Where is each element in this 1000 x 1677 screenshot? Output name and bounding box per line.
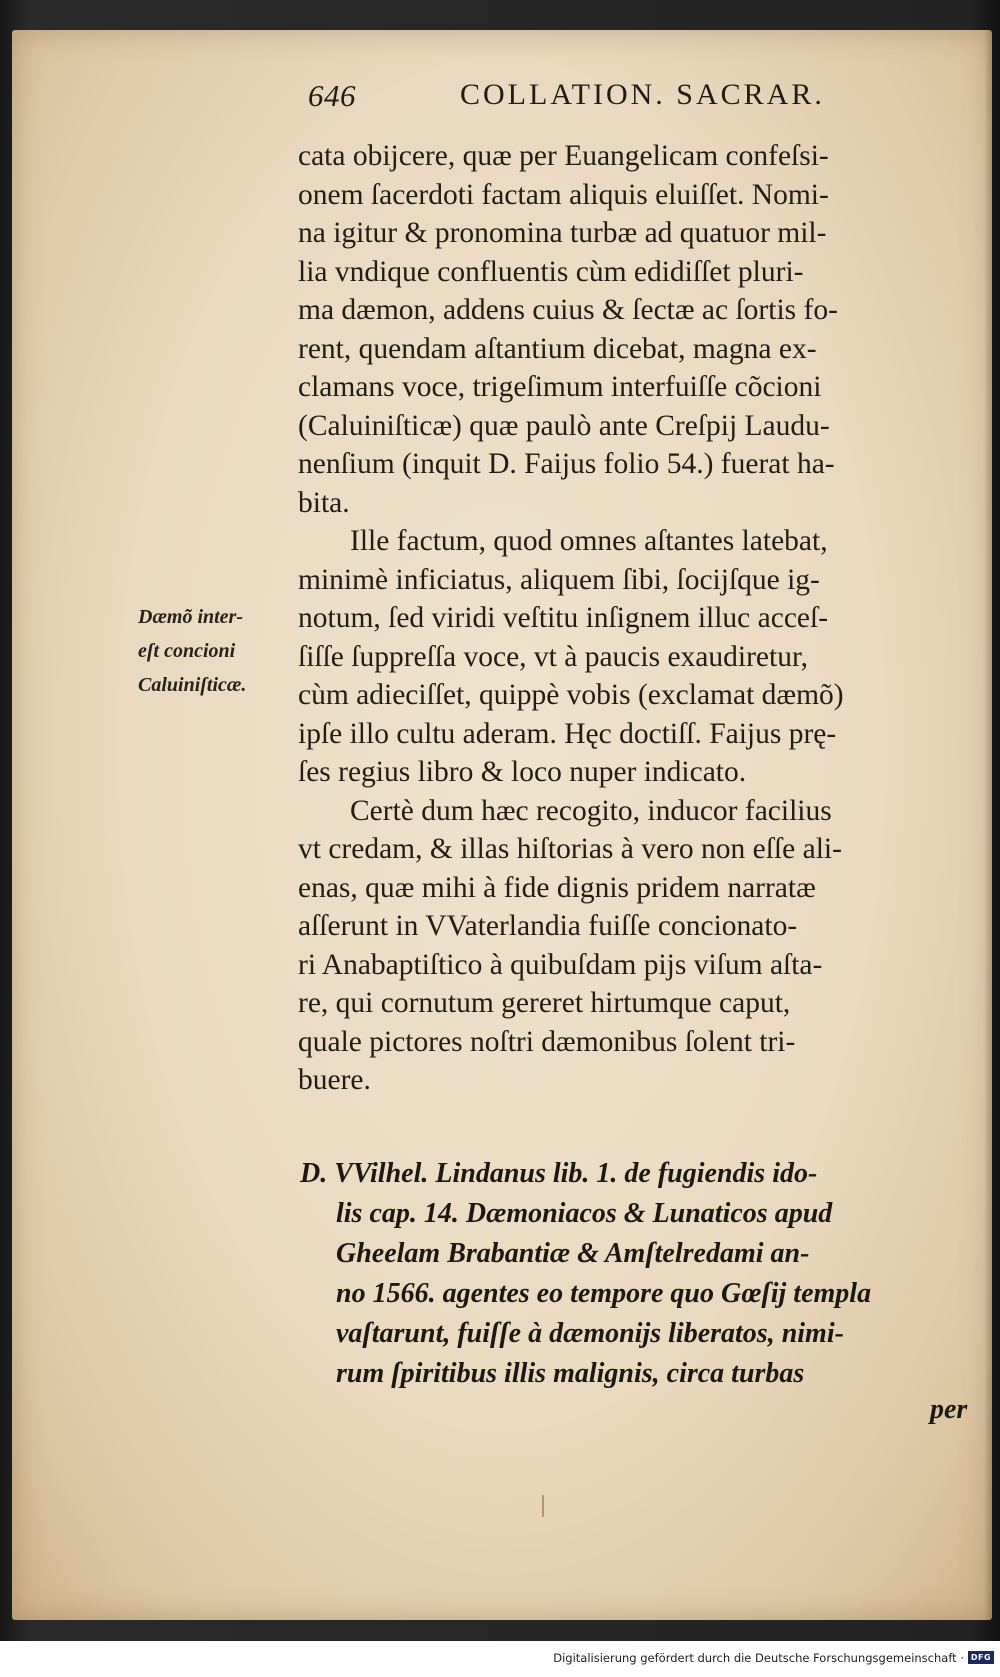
citation-line: vaſtarunt, fuiſſe à dæmonijs liberatos, nimi- [336, 1318, 844, 1349]
body-text [298, 137, 978, 1100]
body-line: cata obijcere, quæ per Euangelicam confeſsi- [298, 140, 829, 172]
marginal-note-line: eſt concioni [138, 640, 236, 662]
paragraph-start-line: Ille factum, quod omnes aſtantes latebat, [350, 525, 828, 557]
citation-line: lis cap. 14. Dæmoniacos & Lunaticos apud [336, 1198, 833, 1229]
body-line: re, qui cornutum gereret hirtumque caput, [298, 987, 791, 1019]
body-line: ſes regius libro & loco nuper indicato. [298, 756, 747, 788]
footer-credit: Digitalisierung gefördert durch die Deutsche Forschungsgemeinschaft · [553, 1651, 964, 1665]
dfg-logo-icon: DFG [968, 1651, 994, 1664]
footer-bar [0, 1641, 1000, 1677]
body-line: lia vndique confluentis cùm edidiſſet pluri- [298, 255, 804, 288]
citation-line: no 1566. agentes eo tempore quo Gœſij templa [336, 1278, 872, 1309]
body-line: notum, ſed viridi veſtitu inſignem illuc acceſ- [298, 602, 829, 634]
marginal-note [138, 600, 298, 702]
citation-line: rum ſpiritibus illis malignis, circa turbas [336, 1358, 805, 1389]
body-line: buere. [298, 1064, 371, 1096]
body-line: ſiſſe ſuppreſſa voce, vt à paucis exaudiretur, [298, 640, 808, 673]
ink-mark [542, 1495, 544, 1517]
citation-line: D. VVilhel. Lindanus lib. 1. de fugiendis ido- [300, 1158, 818, 1189]
body-line: rent, quendam aſtantium dicebat, magna ex- [298, 332, 817, 365]
citation-line: Gheelam Brabantiæ & Amſtelredami an- [336, 1238, 810, 1269]
body-line: enas, quæ mihi à fide dignis pridem narratæ [298, 871, 816, 904]
catchword: per [930, 1394, 968, 1425]
body-line: cùm adieciſſet, quippè vobis (exclamat dæmõ) [298, 679, 844, 711]
body-line: bita. [298, 486, 350, 519]
running-head [308, 78, 928, 128]
marginal-note-line: Dæmõ inter- [138, 606, 243, 628]
citation-block [300, 1154, 990, 1394]
body-line: quale pictores noſtri dæmonibus ſolent tri- [298, 1025, 796, 1058]
body-line: (Caluiniſticæ) quæ paulò ante Creſpij Laudu- [298, 409, 830, 442]
marginal-note-line: Caluiniſticæ. [138, 674, 247, 696]
body-line: minimè inficiatus, aliquem ſibi, ſocijſque ig- [298, 563, 820, 596]
body-line: clamans voce, trigeſimum interfuiſſe cõcioni [298, 371, 822, 403]
paragraph-start-line: Certè dum hæc recogito, inducor facilius [350, 794, 832, 827]
running-head-title: COLLATION. SACRAR. [460, 78, 825, 111]
page-number: 646 [308, 78, 356, 113]
body-line: na igitur & pronomina turbæ ad quatuor mil- [298, 217, 827, 249]
body-line: onem ſacerdoti factam aliquis eluiſſet. Nomi- [298, 178, 829, 211]
body-line: ma dæmon, addens cuius & ſectæ ac ſortis fo- [298, 294, 838, 326]
body-line: nenſium (inquit D. Faijus folio 54.) fuerat ha- [298, 448, 835, 480]
body-line: ri Anabaptiſtico à quibuſdam pijs viſum aſta- [298, 948, 823, 981]
body-line: vt credam, & illas hiſtorias à vero non eſſe ali- [298, 833, 842, 865]
body-line: ipſe illo cultu aderam. Hęc doctiſſ. Faijus prę- [298, 717, 837, 750]
body-line: aſſerunt in VVaterlandia fuiſſe concionato- [298, 910, 798, 942]
